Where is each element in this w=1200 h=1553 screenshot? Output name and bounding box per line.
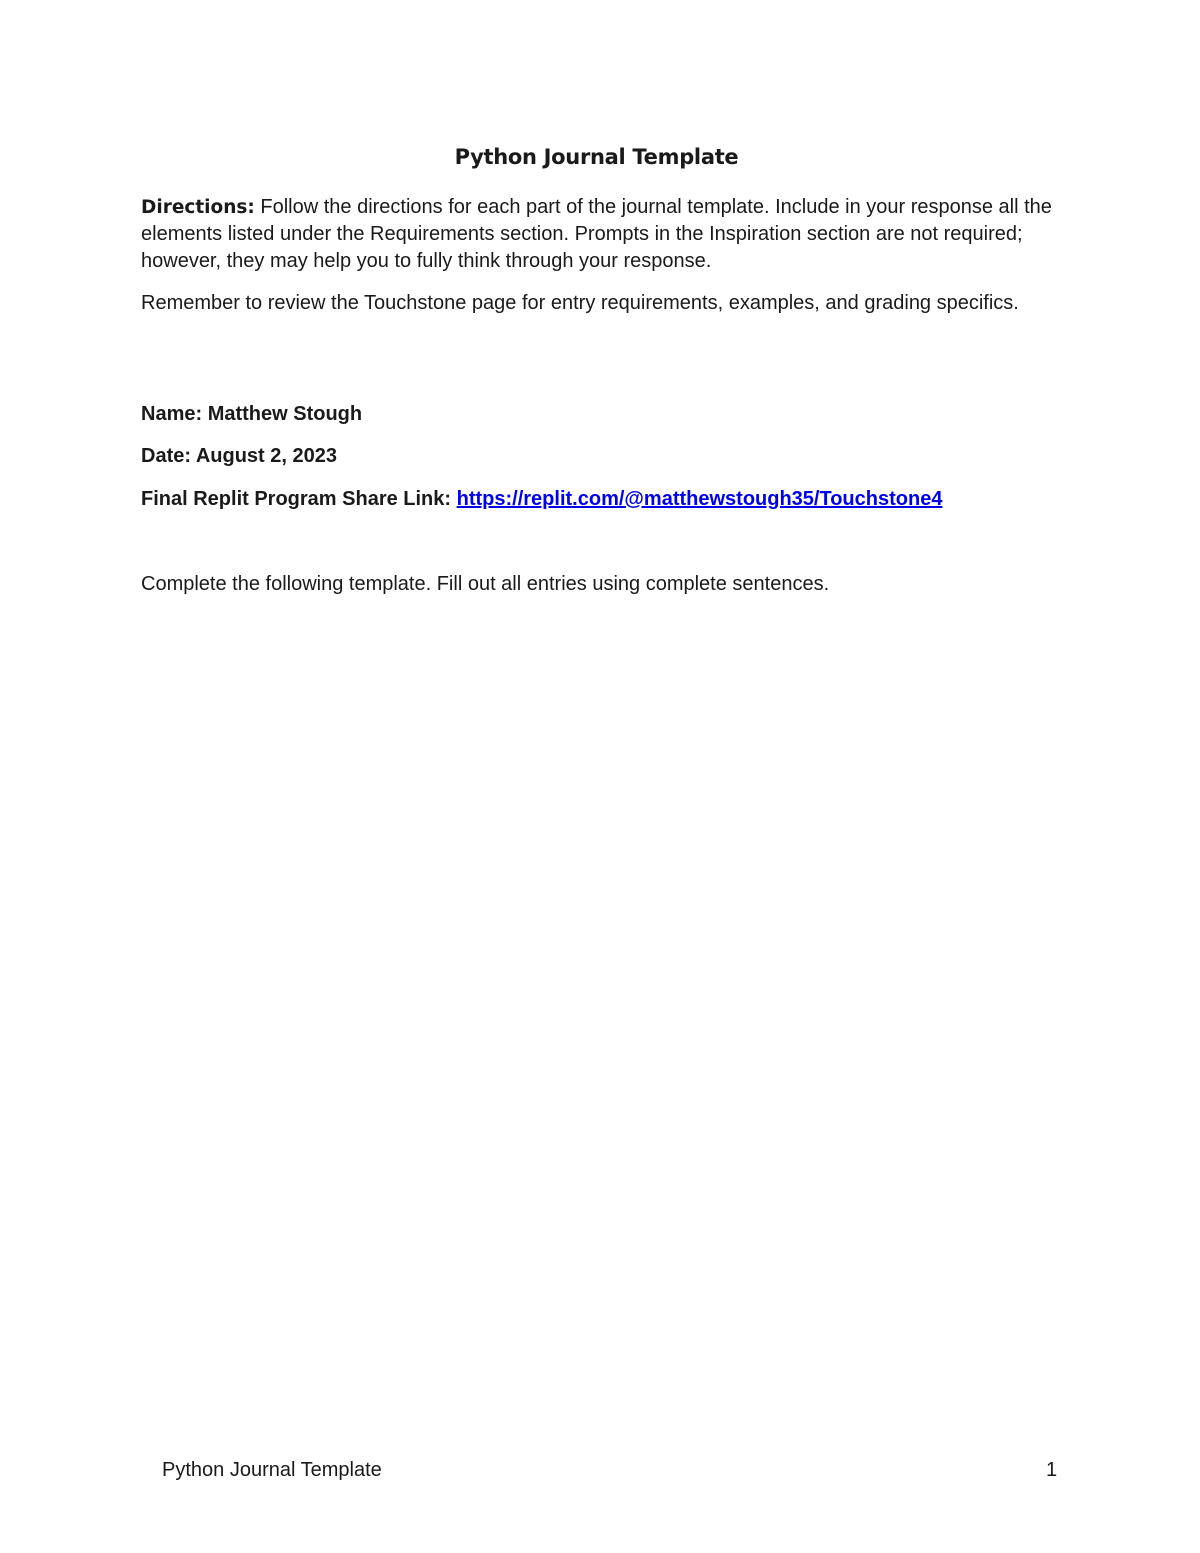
- date-line: Date: August 2, 2023: [141, 445, 337, 467]
- page-title: Python Journal Template: [454, 145, 739, 169]
- directions-paragraph: [141, 194, 1061, 275]
- share-link-line: [141, 486, 942, 513]
- directions-text: Follow the directions for each part of the journal template. Include in your response all the elements listed under the Requirements section. Prompts in the Inspiration section are not required; however, they may help you to fully think through your response.: [141, 196, 1052, 272]
- share-link[interactable]: https://replit.com/@matthewstough35/Touchstone4: [456, 488, 943, 510]
- directions-label: Directions:: [141, 197, 255, 218]
- name-line: Name: Matthew Stough: [141, 403, 363, 425]
- complete-instructions: Complete the following template. Fill out all entries using complete sentences.: [141, 573, 830, 595]
- footer-page-number: 1: [1046, 1459, 1058, 1481]
- remember-paragraph: Remember to review the Touchstone page for entry requirements, examples, and grading specifics.: [141, 292, 1019, 314]
- footer-title: Python Journal Template: [162, 1459, 382, 1481]
- share-link-label: Final Replit Program Share Link:: [141, 488, 457, 510]
